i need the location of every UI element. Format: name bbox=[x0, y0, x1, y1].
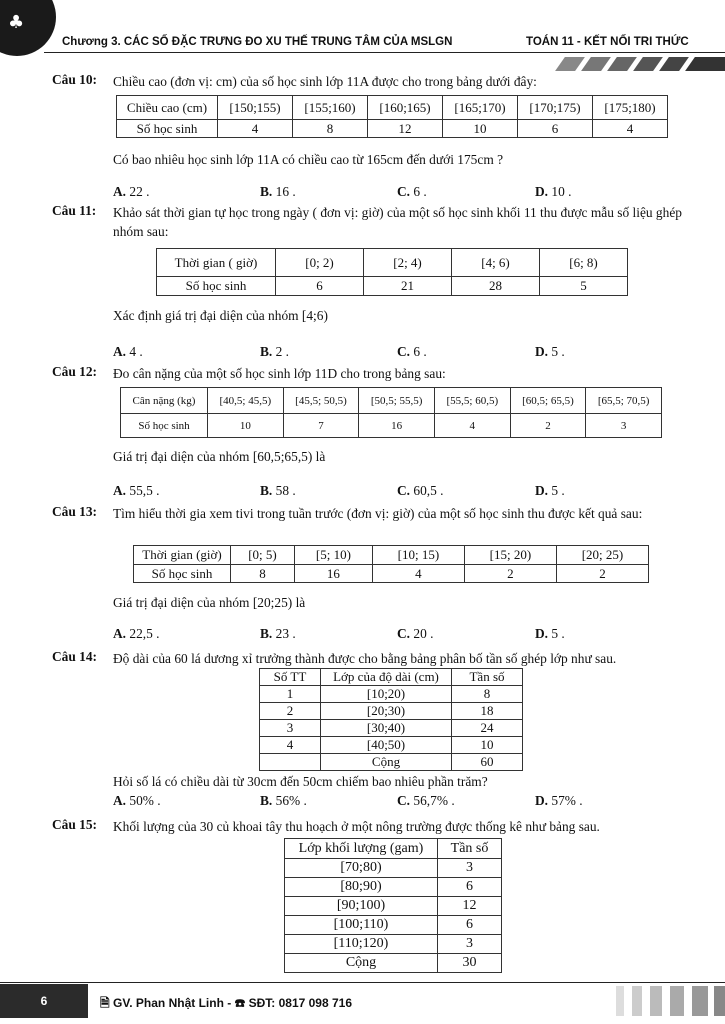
tree-icon: ♣ bbox=[8, 12, 25, 33]
page-header bbox=[0, 0, 725, 75]
table-cell: [10; 15) bbox=[372, 546, 464, 565]
q12-option-a[interactable]: A. 55,5 . bbox=[113, 483, 160, 498]
table-cell: 10 bbox=[208, 414, 284, 438]
table-cell: [100;110) bbox=[285, 916, 438, 935]
table-cell: [45,5; 50,5) bbox=[283, 388, 359, 414]
table-row bbox=[121, 388, 662, 414]
table-cell: [5; 10) bbox=[294, 546, 372, 565]
footer-divider bbox=[0, 982, 725, 983]
table-cell: [170;175) bbox=[518, 96, 593, 120]
q11-label: Câu 11: bbox=[52, 203, 97, 218]
q12-question: Giá trị đại diện của nhóm [60,5;65,5) là bbox=[113, 449, 326, 464]
table-row bbox=[285, 859, 502, 878]
table-cell: [6; 8) bbox=[540, 249, 628, 277]
table-cell: 18 bbox=[452, 703, 523, 720]
q11-option-c[interactable]: C. 6 . bbox=[397, 344, 427, 359]
table-row bbox=[260, 703, 523, 720]
q14-option-c[interactable]: C. 56,7% . bbox=[397, 793, 455, 808]
table-cell: Cân nặng (kg) bbox=[121, 388, 208, 414]
table-cell: [50,5; 55,5) bbox=[359, 388, 435, 414]
table-cell: 4 bbox=[434, 414, 510, 438]
chapter-title: Chương 3. CÁC SỐ ĐẶC TRƯNG ĐO XU THẾ TRUNG TÂM CỦA MSLGN bbox=[62, 36, 453, 48]
table-cell: [2; 4) bbox=[364, 249, 452, 277]
table-cell: [40,5; 45,5) bbox=[208, 388, 284, 414]
table-cell: 10 bbox=[443, 120, 518, 138]
table-row bbox=[117, 120, 668, 138]
table-cell: 3 bbox=[438, 935, 502, 954]
table-cell: 8 bbox=[231, 565, 295, 583]
q14-table bbox=[259, 668, 523, 771]
table-cell: 30 bbox=[438, 954, 502, 973]
table-cell: 7 bbox=[283, 414, 359, 438]
table-cell: Chiều cao (cm) bbox=[117, 96, 218, 120]
table-cell: Thời gian ( giờ) bbox=[157, 249, 276, 277]
q13-option-d[interactable]: D. 5 . bbox=[535, 626, 565, 641]
table-cell: 3 bbox=[586, 414, 662, 438]
logo bbox=[0, 0, 56, 56]
q12-option-c[interactable]: C. 60,5 . bbox=[397, 483, 444, 498]
q11-text: Khảo sát thời gian tự học trong ngày ( đơn vị: giờ) của một số học sinh khối 11 thu được mẫu số liệu ghép nhóm sau: bbox=[113, 205, 682, 239]
header-divider bbox=[44, 52, 725, 53]
table-cell: 2 bbox=[260, 703, 321, 720]
q13-text: Tìm hiểu thời gia xem tivi trong tuần trước (đơn vị: giờ) của một số học sinh thu được kết quả sau: bbox=[113, 506, 643, 521]
q10-table bbox=[116, 95, 668, 138]
table-cell: 6 bbox=[276, 277, 364, 296]
table-cell: 12 bbox=[438, 897, 502, 916]
table-cell: [80;90) bbox=[285, 878, 438, 897]
table-cell: Lớp của độ dài (cm) bbox=[321, 669, 452, 686]
table-cell: [110;120) bbox=[285, 935, 438, 954]
q15-text: Khối lượng của 30 củ khoai tây thu hoạch ở một nông trường được thống kê như bảng sau. bbox=[113, 819, 600, 834]
q13-table bbox=[133, 545, 649, 583]
q12-option-b[interactable]: B. 58 . bbox=[260, 483, 296, 498]
footer-author: 🗎 GV. Phan Nhật Linh - ☎ SĐT: 0817 098 716 bbox=[100, 996, 353, 1010]
table-cell: 8 bbox=[452, 686, 523, 703]
table-row bbox=[285, 935, 502, 954]
page-number: 6 bbox=[0, 984, 88, 1018]
q13-option-a[interactable]: A. 22,5 . bbox=[113, 626, 160, 641]
table-cell: 24 bbox=[452, 720, 523, 737]
table-cell: Số học sinh bbox=[134, 565, 231, 583]
table-row bbox=[260, 686, 523, 703]
q13-question: Giá trị đại diện của nhóm [20;25) là bbox=[113, 595, 306, 610]
q10-option-d[interactable]: D. 10 . bbox=[535, 184, 572, 199]
table-cell: 4 bbox=[218, 120, 293, 138]
table-cell: Số TT bbox=[260, 669, 321, 686]
table-cell: 2 bbox=[556, 565, 648, 583]
q15-label: Câu 15: bbox=[52, 817, 98, 832]
q13-option-c[interactable]: C. 20 . bbox=[397, 626, 434, 641]
q14-option-a[interactable]: A. 50% . bbox=[113, 793, 161, 808]
q12-option-d[interactable]: D. 5 . bbox=[535, 483, 565, 498]
table-row bbox=[260, 669, 523, 686]
footer-bar bbox=[616, 986, 624, 1016]
table-cell: [175;180) bbox=[593, 96, 668, 120]
table-cell: 12 bbox=[368, 120, 443, 138]
table-row bbox=[285, 916, 502, 935]
table-cell: [0; 5) bbox=[231, 546, 295, 565]
document-icon: 🗎 bbox=[100, 996, 110, 1010]
table-cell: [10;20) bbox=[321, 686, 452, 703]
table-row bbox=[117, 96, 668, 120]
q13-option-b[interactable]: B. 23 . bbox=[260, 626, 296, 641]
footer-bar bbox=[632, 986, 642, 1016]
table-cell: [20; 25) bbox=[556, 546, 648, 565]
table-cell: Tần số bbox=[452, 669, 523, 686]
table-row bbox=[285, 954, 502, 973]
table-row bbox=[260, 737, 523, 754]
table-cell: [30;40) bbox=[321, 720, 452, 737]
q14-text: Độ dài của 60 lá dương xỉ trưởng thành được cho bằng bảng phân bố tần số ghép lớp như sau. bbox=[113, 651, 617, 666]
table-cell: Số học sinh bbox=[157, 277, 276, 296]
table-cell: Số học sinh bbox=[121, 414, 208, 438]
q11-option-b[interactable]: B. 2 . bbox=[260, 344, 290, 359]
table-row bbox=[121, 414, 662, 438]
table-cell: [90;100) bbox=[285, 897, 438, 916]
table-cell: Số học sinh bbox=[117, 120, 218, 138]
table-cell: [60,5; 65,5) bbox=[510, 388, 586, 414]
table-cell: 6 bbox=[438, 878, 502, 897]
q13-label: Câu 13: bbox=[52, 504, 98, 519]
q15-table bbox=[284, 838, 502, 973]
table-cell: Lớp khối lượng (gam) bbox=[285, 839, 438, 859]
q11-option-d[interactable]: D. 5 . bbox=[535, 344, 565, 359]
table-cell: 4 bbox=[593, 120, 668, 138]
table-cell: 4 bbox=[372, 565, 464, 583]
table-cell: 60 bbox=[452, 754, 523, 771]
table-cell: [4; 6) bbox=[452, 249, 540, 277]
table-cell: [65,5; 70,5) bbox=[586, 388, 662, 414]
table-row bbox=[285, 878, 502, 897]
table-cell: [155;160) bbox=[293, 96, 368, 120]
table-cell: 3 bbox=[260, 720, 321, 737]
q14-option-b[interactable]: B. 56% . bbox=[260, 793, 307, 808]
table-cell: 6 bbox=[438, 916, 502, 935]
table-cell: 28 bbox=[452, 277, 540, 296]
table-cell: 10 bbox=[452, 737, 523, 754]
table-cell: [165;170) bbox=[443, 96, 518, 120]
footer-bar bbox=[714, 986, 725, 1016]
q11-table bbox=[156, 248, 628, 296]
q11-question: Xác định giá trị đại diện của nhóm [4;6) bbox=[113, 308, 328, 323]
table-cell: Thời gian (giờ) bbox=[134, 546, 231, 565]
q10-option-c[interactable]: C. 6 . bbox=[397, 184, 427, 199]
table-cell: [55,5; 60,5) bbox=[434, 388, 510, 414]
q12-label: Câu 12: bbox=[52, 364, 98, 379]
table-row bbox=[285, 897, 502, 916]
q10-question: Có bao nhiêu học sinh lớp 11A có chiều cao từ 165cm đến dưới 175cm ? bbox=[113, 152, 504, 167]
table-cell: 2 bbox=[510, 414, 586, 438]
book-title: TOÁN 11 - KẾT NỐI TRI THỨC bbox=[526, 36, 689, 48]
q14-label: Câu 14: bbox=[52, 649, 98, 664]
table-cell: [20;30) bbox=[321, 703, 452, 720]
table-cell bbox=[260, 754, 321, 771]
table-row bbox=[157, 249, 628, 277]
q10-label: Câu 10: bbox=[52, 72, 98, 87]
table-cell: [0; 2) bbox=[276, 249, 364, 277]
table-row bbox=[157, 277, 628, 296]
table-cell: 8 bbox=[293, 120, 368, 138]
table-cell: 3 bbox=[438, 859, 502, 878]
table-cell: 6 bbox=[518, 120, 593, 138]
table-row bbox=[134, 546, 649, 565]
table-cell: 21 bbox=[364, 277, 452, 296]
q12-text: Đo cân nặng của một số học sinh lớp 11D cho trong bảng sau: bbox=[113, 366, 446, 381]
table-cell: 1 bbox=[260, 686, 321, 703]
footer-bar bbox=[670, 986, 684, 1016]
table-cell: 5 bbox=[540, 277, 628, 296]
q14-question: Hỏi số lá có chiều dài từ 30cm đến 50cm chiếm bao nhiêu phần trăm? bbox=[113, 774, 488, 789]
table-cell: [15; 20) bbox=[464, 546, 556, 565]
table-row bbox=[134, 565, 649, 583]
table-cell: [70;80) bbox=[285, 859, 438, 878]
table-row bbox=[260, 720, 523, 737]
table-cell: 16 bbox=[359, 414, 435, 438]
table-cell: Tần số bbox=[438, 839, 502, 859]
footer-bar bbox=[650, 986, 662, 1016]
table-cell: 16 bbox=[294, 565, 372, 583]
table-row bbox=[260, 754, 523, 771]
q12-table bbox=[120, 387, 662, 438]
footer-bar bbox=[692, 986, 708, 1016]
table-cell: Cộng bbox=[321, 754, 452, 771]
table-cell: Cộng bbox=[285, 954, 438, 973]
table-row bbox=[285, 839, 502, 859]
table-cell: [40;50) bbox=[321, 737, 452, 754]
page-footer bbox=[0, 978, 725, 1024]
q14-option-d[interactable]: D. 57% . bbox=[535, 793, 583, 808]
table-cell: [160;165) bbox=[368, 96, 443, 120]
q10-option-a[interactable]: A. 22 . bbox=[113, 184, 150, 199]
q11-option-a[interactable]: A. 4 . bbox=[113, 344, 143, 359]
table-cell: 2 bbox=[464, 565, 556, 583]
table-cell: 4 bbox=[260, 737, 321, 754]
header-stripes bbox=[550, 57, 725, 71]
table-cell: [150;155) bbox=[218, 96, 293, 120]
q10-text: Chiều cao (đơn vị: cm) của số học sinh lớp 11A được cho trong bảng dưới đây: bbox=[113, 74, 537, 89]
q10-option-b[interactable]: B. 16 . bbox=[260, 184, 296, 199]
